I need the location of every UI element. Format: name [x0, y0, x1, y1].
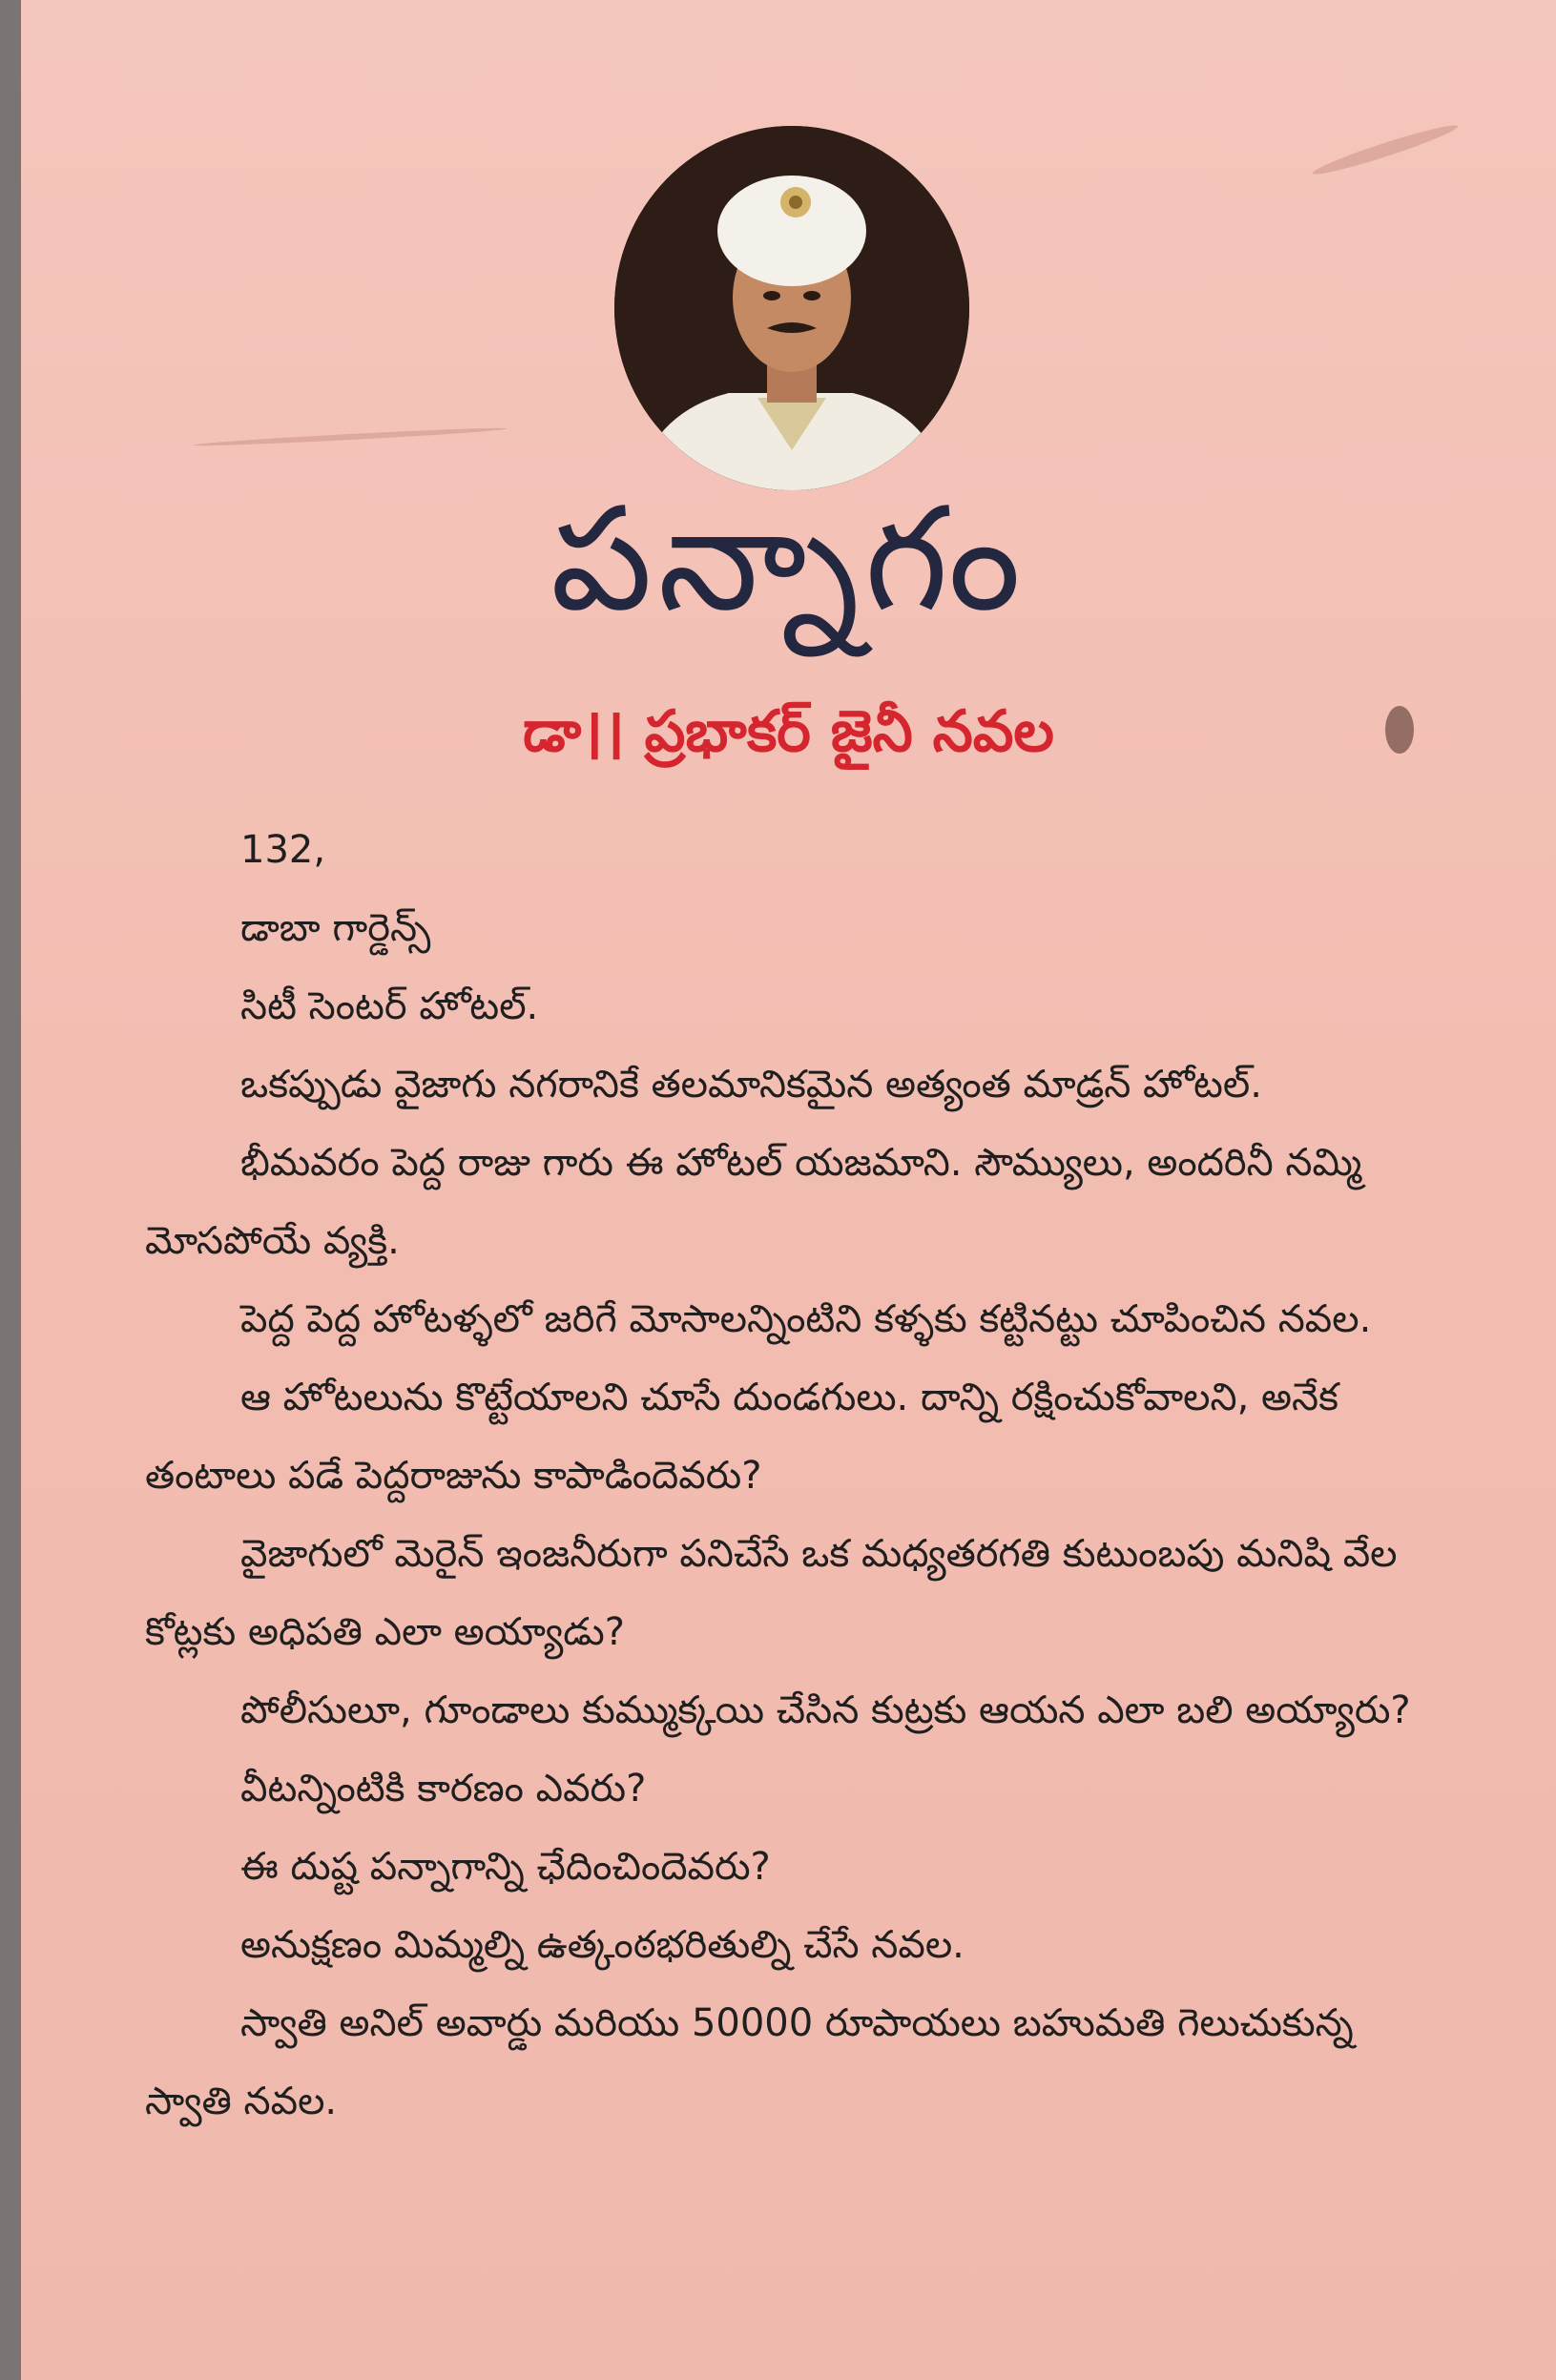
cover-scuff — [193, 425, 508, 447]
book-title: పన్నాగం — [550, 477, 1027, 643]
blurb-text — [145, 811, 1452, 2141]
cover-scuff — [1311, 120, 1460, 180]
author-portrait — [614, 126, 969, 490]
blurb-paragraph: అనుక్షణం మిమ్మల్ని ఉత్కంఠభరితుల్ని చేసే నవల. — [240, 1923, 965, 1967]
blurb-paragraph: భీమవరం పెద్ద రాజు గారు ఈ హోటల్ యజమాని. సౌమ్యులు, అందరినీ నమ్మి మోసపోయే వ్యక్తి. — [145, 1141, 1362, 1263]
blurb-paragraph: వీటన్నింటికి కారణం ఎవరు? — [240, 1767, 647, 1811]
blurb-paragraph: వైజాగులో మెరైన్ ఇంజనీరుగా పనిచేసే ఒక మధ్యతరగతి కుటుంబపు మనిషి వేల కోట్లకు అధిపతి ఎలా అయ్యాడు? — [145, 1532, 1398, 1654]
blurb-address-hotel: సిటీ సెంటర్ హోటల్. — [240, 984, 539, 1028]
portrait-image — [614, 126, 969, 490]
blurb-paragraph: ఈ దుష్ట పన్నాగాన్ని ఛేదించిందెవరు? — [240, 1845, 771, 1889]
blurb-address-number: 132, — [240, 828, 326, 872]
blurb-paragraph: ఒకప్పుడు వైజాగు నగరానికే తలమానికమైన అత్యంత మాడ్రన్ హోటల్. — [240, 1063, 1262, 1107]
blurb-paragraph: పోలీసులూ, గూండాలు కుమ్ముక్కయి చేసిన కుట్రకు ఆయన ఎలా బలి అయ్యారు? — [240, 1688, 1411, 1732]
blurb-paragraph: ఆ హోటలును కొట్టేయాలని చూసే దుండగులు. దాన్ని రక్షించుకోవాలని, అనేక తంటాలు పడే పెద్దరాజును కాపాడిందెవరు? — [145, 1376, 1338, 1498]
blurb-paragraph: పెద్ద పెద్ద హోటళ్ళలో జరిగే మోసాలన్నింటిని కళ్ళకు కట్టినట్టు చూపించిన నవల. — [240, 1297, 1372, 1341]
blurb-address-area: డాబా గార్డెన్స్ — [240, 906, 431, 950]
author-line: డా।। ప్రభాకర్ జైనీ నవల — [523, 698, 1054, 765]
blurb-paragraph: స్వాతి అనిల్ అవార్డు మరియు 50000 రూపాయలు బహుమతి గెలుచుకున్న స్వాతి నవల. — [145, 2001, 1354, 2123]
